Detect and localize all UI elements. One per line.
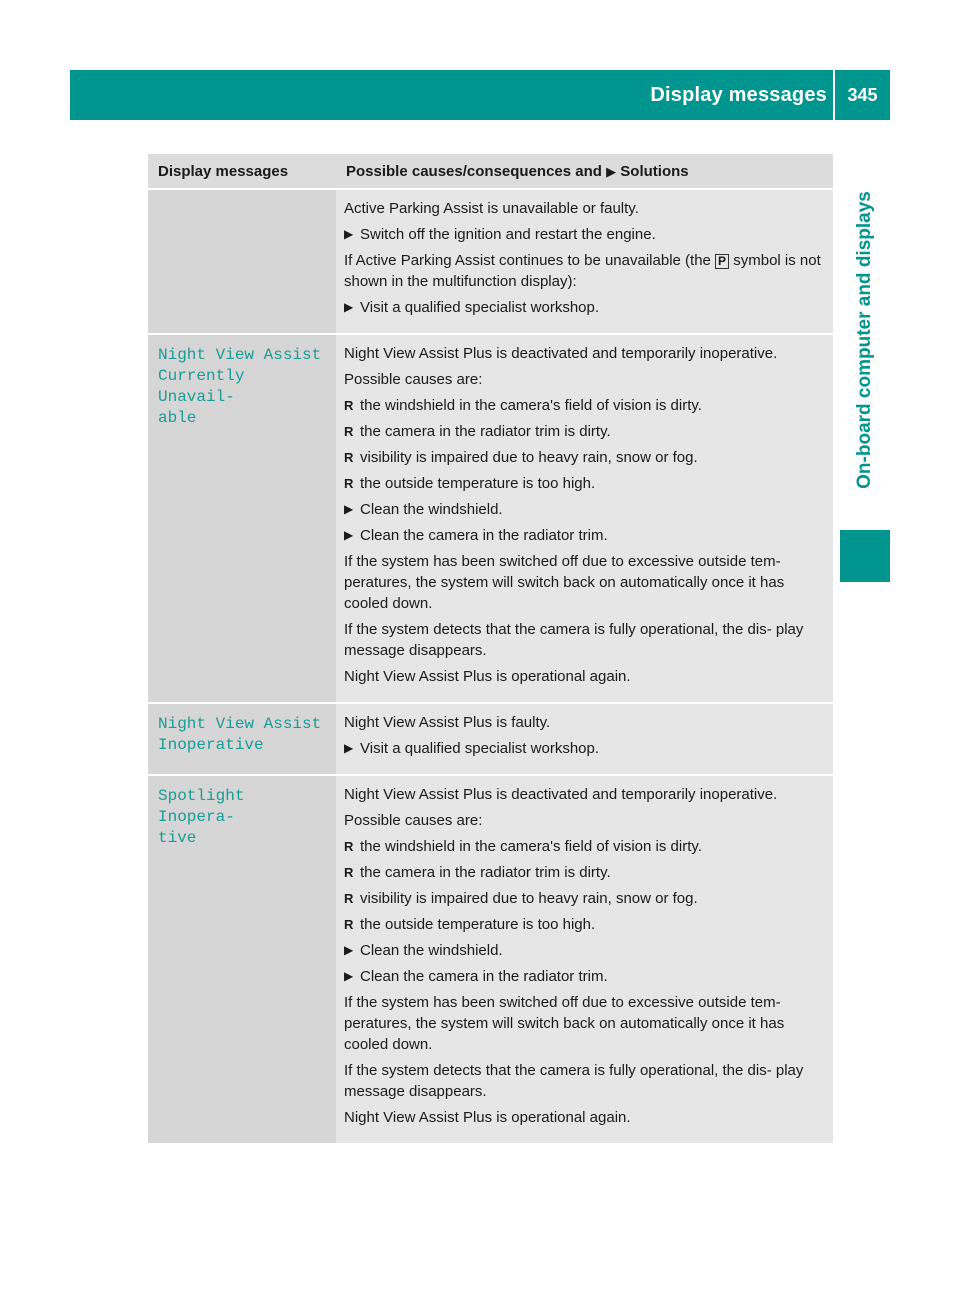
step-text: Clean the windshield. xyxy=(360,942,503,959)
cause-bullet xyxy=(344,836,827,857)
cause-bullet xyxy=(344,421,827,442)
display-message-line: Night View Assist xyxy=(158,715,322,733)
paragraph: Night View Assist Plus is deactivated and temporarily inoperative. xyxy=(344,345,778,362)
bullet-text: the windshield in the camera's field of vision is dirty. xyxy=(360,397,702,414)
bullet-icon: R xyxy=(344,865,354,880)
solution-cell xyxy=(336,189,833,334)
solution-cell xyxy=(336,334,833,703)
play-triangle-icon: ▶ xyxy=(606,163,617,179)
table-row xyxy=(148,703,833,775)
bullet-text: the camera in the radiator trim is dirty. xyxy=(360,423,611,440)
paragraph: Night View Assist Plus is deactivated and temporarily inoperative. xyxy=(344,786,778,803)
display-messages-table xyxy=(148,154,833,1145)
display-message-line: Spotlight Inopera‐ xyxy=(158,787,245,826)
column-header-solutions xyxy=(336,154,833,189)
table-row xyxy=(148,189,833,334)
paragraph: If the system has been switched off due to excessive outside tem‐ peratures, the system will switch back on automatically once it has cooled down. xyxy=(344,553,785,612)
bullet-icon: R xyxy=(344,476,354,491)
message-cell xyxy=(148,334,336,703)
message-cell xyxy=(148,703,336,775)
column-header-display-messages: Display messages xyxy=(148,154,336,189)
column-header-solutions-suffix: Solutions xyxy=(620,162,689,180)
paragraph: Night View Assist Plus is operational again. xyxy=(344,1109,631,1126)
parking-p-icon: P xyxy=(715,254,729,269)
cause-bullet xyxy=(344,473,827,494)
cause-bullet xyxy=(344,888,827,909)
table-row xyxy=(148,334,833,703)
paragraph: Possible causes are: xyxy=(344,812,483,829)
step-text: Switch off the ignition and restart the engine. xyxy=(360,226,656,243)
display-message-line: Inoperative xyxy=(158,736,264,754)
solution-cell xyxy=(336,775,833,1144)
cause-bullet xyxy=(344,914,827,935)
solution-step xyxy=(344,966,827,987)
paragraph: If the system detects that the camera is fully operational, the dis‐ play message disappears. xyxy=(344,621,804,659)
play-triangle-icon: ▶ xyxy=(344,943,354,957)
step-text: Clean the camera in the radiator trim. xyxy=(360,968,608,985)
solution-step xyxy=(344,525,827,546)
display-message-line: tive xyxy=(158,829,197,847)
bullet-icon: R xyxy=(344,891,354,906)
bullet-text: the outside temperature is too high. xyxy=(360,475,596,492)
cause-bullet xyxy=(344,447,827,468)
play-triangle-icon: ▶ xyxy=(344,300,354,314)
display-message-line: Night View Assist xyxy=(158,346,322,364)
solution-step xyxy=(344,297,827,318)
play-triangle-icon: ▶ xyxy=(344,969,354,983)
solution-step xyxy=(344,499,827,520)
paragraph: If the system has been switched off due to excessive outside tem‐ peratures, the system will switch back on automatically once it has cooled down. xyxy=(344,994,785,1053)
cause-bullet xyxy=(344,862,827,883)
paragraph-text: symbol is not shown in the multifunction display): xyxy=(344,252,821,290)
bullet-text: the outside temperature is too high. xyxy=(360,916,596,933)
step-text: Visit a qualified specialist workshop. xyxy=(360,299,600,316)
bullet-text: visibility is impaired due to heavy rain, snow or fog. xyxy=(360,449,698,466)
play-triangle-icon: ▶ xyxy=(344,502,354,516)
play-triangle-icon: ▶ xyxy=(344,227,354,241)
bullet-text: the camera in the radiator trim is dirty. xyxy=(360,864,611,881)
bullet-text: visibility is impaired due to heavy rain, snow or fog. xyxy=(360,890,698,907)
page-title: Display messages xyxy=(650,84,827,106)
paragraph: Night View Assist Plus is faulty. xyxy=(344,714,551,731)
display-message-line: Currently Unavail‐ xyxy=(158,367,245,406)
bullet-icon: R xyxy=(344,424,354,439)
message-cell xyxy=(148,775,336,1144)
solution-step xyxy=(344,738,827,759)
play-triangle-icon: ▶ xyxy=(344,528,354,542)
paragraph: Active Parking Assist is unavailable or faulty. xyxy=(344,200,639,217)
bullet-text: the windshield in the camera's field of vision is dirty. xyxy=(360,838,702,855)
side-tab-marker xyxy=(840,530,890,582)
page-header xyxy=(70,70,890,120)
paragraph: Possible causes are: xyxy=(344,371,483,388)
cause-bullet xyxy=(344,395,827,416)
bullet-icon: R xyxy=(344,450,354,465)
table-row xyxy=(148,775,833,1144)
side-tab-label: On-board computer and displays xyxy=(854,191,875,489)
step-text: Visit a qualified specialist workshop. xyxy=(360,740,600,757)
bullet-icon: R xyxy=(344,917,354,932)
page-number: 345 xyxy=(847,85,878,105)
play-triangle-icon: ▶ xyxy=(344,741,354,755)
paragraph-text: If Active Parking Assist continues to be unavailable (the xyxy=(344,252,716,269)
bullet-icon: R xyxy=(344,839,354,854)
paragraph: Night View Assist Plus is operational again. xyxy=(344,668,631,685)
bullet-icon: R xyxy=(344,398,354,413)
paragraph xyxy=(344,250,827,292)
step-text: Clean the windshield. xyxy=(360,501,503,518)
solution-step xyxy=(344,224,827,245)
table-header-row xyxy=(148,154,833,189)
step-text: Clean the camera in the radiator trim. xyxy=(360,527,608,544)
solution-step xyxy=(344,940,827,961)
message-cell xyxy=(148,189,336,334)
display-message-line: able xyxy=(158,409,197,427)
paragraph: If the system detects that the camera is fully operational, the dis‐ play message disappears. xyxy=(344,1062,804,1100)
solution-cell xyxy=(336,703,833,775)
column-header-solutions-text: Possible causes/consequences and xyxy=(346,162,602,180)
